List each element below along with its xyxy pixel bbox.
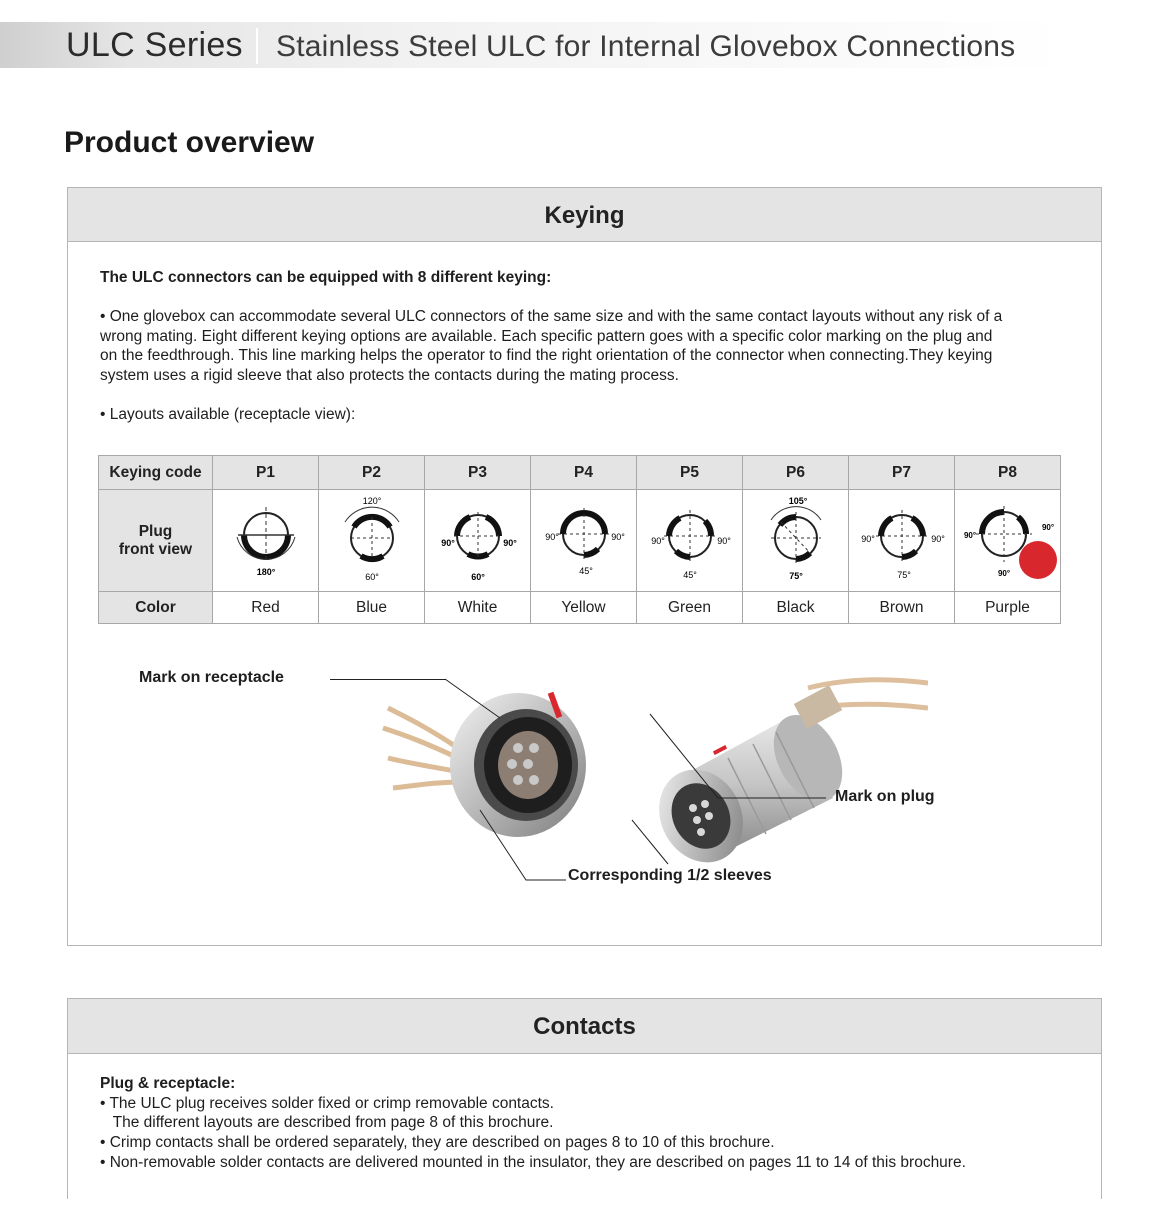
keying-p2-icon [327, 490, 417, 586]
angle-label: 90° [502, 538, 517, 548]
color-cell: Black [743, 592, 849, 624]
angle-label: 60° [364, 572, 379, 582]
angle-label: 90° [610, 532, 625, 542]
angle-label: 90° [716, 536, 731, 546]
angle-label: 90° [1041, 523, 1054, 532]
keying-code-cell: P8 [955, 456, 1061, 490]
color-cell: Green [637, 592, 743, 624]
contacts-line: • Crimp contacts shall be ordered separately, they are described on pages 8 to 10 of this brochure. [100, 1134, 775, 1151]
angle-label: 105° [788, 496, 807, 506]
keying-diagram-p5 [637, 490, 743, 592]
keying-para-line: wrong mating. Eight different keying options are available. Each specific pattern goes with a specific color marking on the plug and [100, 328, 993, 345]
series-subtitle: Stainless Steel ULC for Internal Glovebox Connections [276, 30, 1016, 63]
keying-diagram-p7 [849, 490, 955, 592]
plug-front-view-label: Plug front view [99, 490, 213, 592]
keying-para-line: • One glovebox can accommodate several ULC connectors of the same size and with the same contact layouts without any risk of a [100, 308, 1003, 325]
color-cell: Blue [319, 592, 425, 624]
angle-label: 45° [682, 570, 697, 580]
contacts-title: Contacts [68, 999, 1101, 1054]
angle-label: 90° [930, 534, 945, 544]
angle-label: 75° [896, 570, 911, 580]
angle-label: 75° [788, 571, 803, 581]
keying-code-cell: P4 [531, 456, 637, 490]
keying-diagram-p1 [213, 490, 319, 592]
keying-section [67, 187, 1102, 946]
keying-p7-icon [852, 490, 952, 586]
keying-diagram-p6 [743, 490, 849, 592]
color-row-label: Color [99, 592, 213, 624]
page-title: Product overview [64, 126, 315, 159]
color-cell: Brown [849, 592, 955, 624]
angle-label: 120° [362, 496, 381, 506]
keying-p4-icon [534, 490, 634, 586]
angle-label: 45° [578, 566, 593, 576]
callout-line [330, 679, 446, 680]
keying-code-cell: P7 [849, 456, 955, 490]
keying-code-label: Keying code [99, 456, 213, 490]
keying-diagram-p2 [319, 490, 425, 592]
header-separator [256, 28, 258, 64]
keying-code-cell: P6 [743, 456, 849, 490]
keying-p5-icon [640, 490, 740, 586]
angle-label: 90° [963, 531, 976, 540]
angle-label: 90° [440, 538, 455, 548]
keying-p1-icon [221, 493, 311, 583]
angle-label: 90° [544, 532, 559, 542]
contacts-line: • The ULC plug receives solder fixed or crimp removable contacts. [100, 1095, 554, 1112]
callout-leader-plug [648, 712, 828, 804]
keying-diagram-p3 [425, 490, 531, 592]
angle-label: 90° [650, 536, 665, 546]
contacts-heading: Plug & receptacle: [100, 1075, 236, 1092]
keying-p6-icon [751, 490, 841, 586]
color-cell: Yellow [531, 592, 637, 624]
callout-leader-sleeves-right [628, 818, 678, 868]
keying-table [98, 455, 1061, 624]
keying-code-cell: P2 [319, 456, 425, 490]
color-cell: Purple [955, 592, 1061, 624]
keying-diagram-p8 [955, 490, 1061, 592]
contacts-line: The different layouts are described from page 8 of this brochure. [100, 1114, 554, 1131]
keying-p8-icon [956, 490, 1060, 586]
keying-p3-icon [428, 490, 528, 586]
angle-label: 60° [470, 572, 485, 582]
mark-on-receptacle-label: Mark on receptacle [139, 669, 284, 686]
callout-leader-receptacle [444, 678, 504, 720]
keying-code-cell: P5 [637, 456, 743, 490]
keying-intro: The ULC connectors can be equipped with 8 different keying: [100, 269, 552, 286]
series-title: ULC Series [66, 26, 243, 64]
color-cell: Red [213, 592, 319, 624]
keying-code-cell: P3 [425, 456, 531, 490]
contacts-line: • Non-removable solder contacts are delivered mounted in the insulator, they are described on pages 11 to 14 of this brochure. [100, 1154, 966, 1171]
angle-label: 90° [997, 569, 1010, 578]
angle-label: 180° [256, 567, 275, 577]
keying-diagram-p4 [531, 490, 637, 592]
angle-label: 90° [860, 534, 875, 544]
keying-code-cell: P1 [213, 456, 319, 490]
keying-para-line: on the feedthrough. This line marking helps the operator to find the right orientation of the connector when connecting.They keying [100, 347, 993, 364]
layouts-note: • Layouts available (receptacle view): [100, 406, 356, 423]
purple-marker-dot [1019, 541, 1057, 579]
mark-on-plug-label: Mark on plug [835, 788, 935, 805]
contacts-section [67, 998, 1102, 1199]
keying-para-line: system uses a rigid sleeve that also protects the contacts during the mating process. [100, 367, 679, 384]
keying-title: Keying [68, 188, 1101, 242]
sleeves-label: Corresponding 1/2 sleeves [568, 867, 772, 884]
callout-leader-sleeves-left [478, 808, 568, 884]
color-cell: White [425, 592, 531, 624]
